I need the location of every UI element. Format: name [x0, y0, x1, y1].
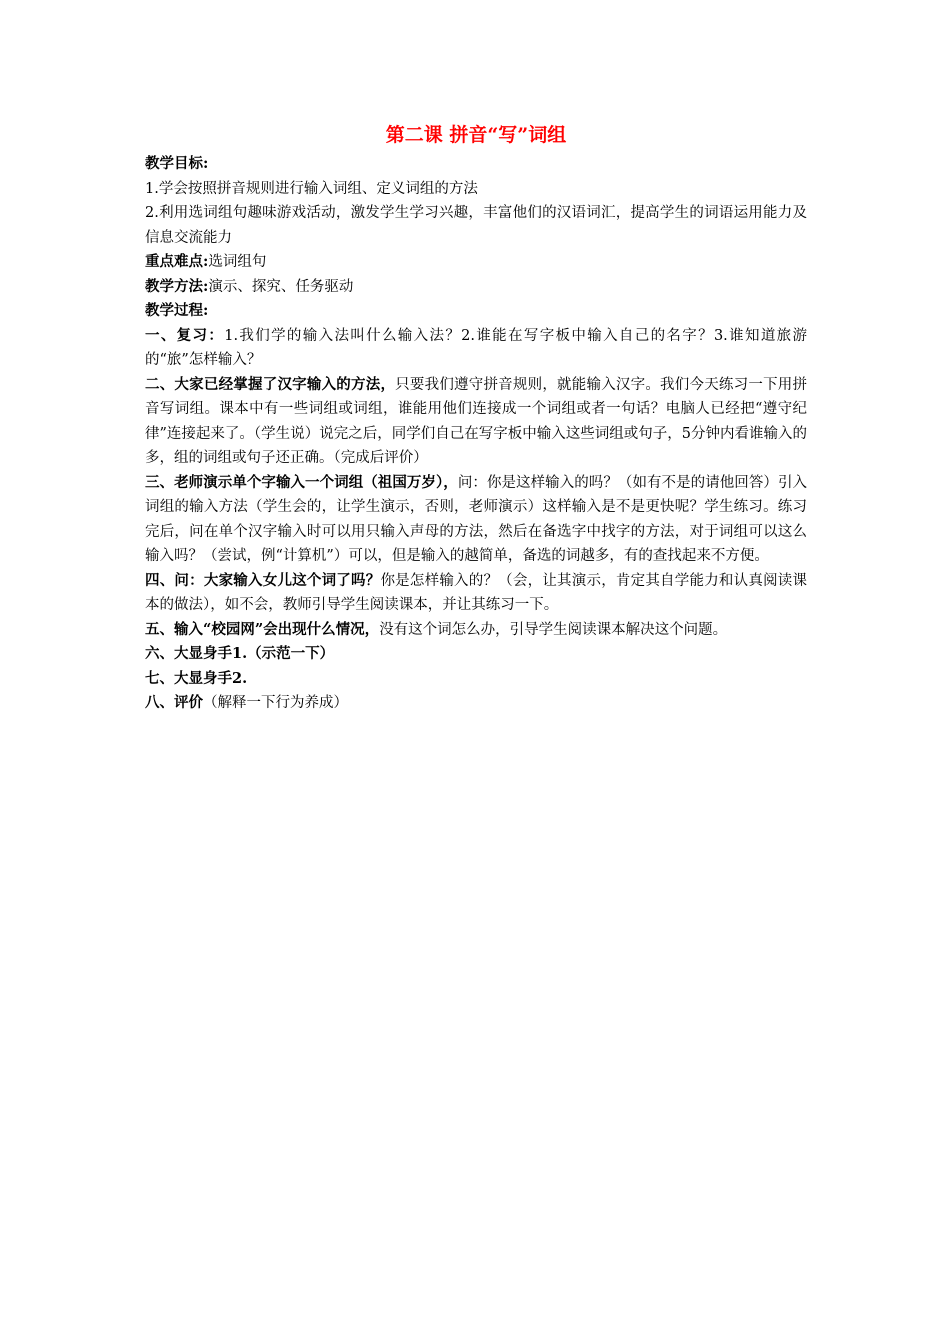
- methods-label: 教学方法:: [145, 277, 209, 295]
- key-points-line: [145, 250, 807, 275]
- step-text: （解释一下行为养成）: [203, 695, 348, 711]
- process-step-5: [145, 618, 807, 643]
- step-heading: 二、大家已经掌握了汉字输入的方法，: [145, 375, 396, 393]
- document-title: 第二课 拼音“写”词组: [385, 124, 567, 146]
- step-text: 只要我们遵守拼音规则，就能输入汉字。我们今天练习一下用拼音写词组。课本中有一些词组或词组，谁能用他们连接成一个词组或者一句话？电脑人已经把“遵守纪律”连接起来了。（学生说）说完之后，同学们自己在写字板中输入这些词组或句子，5分钟内看谁输入的多，组的词组或句子还正确。（完成后评价）: [145, 376, 807, 466]
- step-heading: 七、大显身手2.: [145, 669, 248, 687]
- document-page: [145, 120, 807, 716]
- key-points-label: 重点难点:: [145, 253, 209, 270]
- process-step-2: [145, 373, 807, 471]
- objectives-heading: 教学目标:: [145, 155, 209, 172]
- step-heading: 八、评价: [145, 694, 203, 711]
- step-text: 没有这个词怎么办，引导学生阅读课本解决这个问题。: [379, 621, 728, 638]
- step-text: 你是怎样输入的？（会，让其演示，肯定其自学能力和认真阅读课本的做法），如不会，教师引导学生阅读课本，并让其练习一下。: [145, 572, 807, 613]
- methods-text: 演示、探究、任务驱动: [208, 278, 354, 295]
- step-heading: 三、老师演示单个字输入一个词组（祖国万岁），: [145, 473, 458, 491]
- process-step-3: [145, 471, 807, 569]
- step-heading: 四、问：大家输入女儿这个词了吗？: [145, 571, 381, 589]
- key-points-text: 选词组句: [208, 254, 267, 270]
- objective-item-2: 2.利用选词组句趣味游戏活动，激发学生学习兴趣，丰富他们的汉语词汇，提高学生的词语运用能力及信息交流能力: [145, 205, 807, 246]
- process-step-4: [145, 569, 807, 618]
- step-heading: 六、大显身手1.（示范一下）: [145, 645, 335, 662]
- process-step-6: [145, 642, 807, 667]
- step-text: 1.我们学的输入法叫什么输入法？2.谁能在写字板中输入自己的名字？3.谁知道旅游的“旅”怎样输入？: [145, 327, 807, 368]
- objective-item-1: 1.学会按照拼音规则进行输入词组、定义词组的方法: [145, 180, 478, 197]
- step-heading: 一、复习：: [145, 326, 225, 344]
- step-heading: 五、输入“校园网”会出现什么情况，: [145, 620, 380, 638]
- process-step-7: [145, 667, 807, 692]
- process-heading: 教学过程:: [145, 302, 209, 319]
- step-text: 问：你是这样输入的吗？（如有不是的请他回答）引入词组的输入方法（学生会的，让学生演示，否则，老师演示）这样输入是不是更快呢？学生练习。练习完后，问在单个汉字输入时可以用只输入声母的方法，然后在备选字中找字的方法，对于词组可以这么输入吗？（尝试，例“计算机”）可以，但是输入的越简单，备选的词越多，有的查找起来不方便。: [145, 474, 808, 564]
- process-step-1: [145, 324, 807, 373]
- methods-line: [145, 275, 807, 300]
- process-step-8: [145, 691, 807, 716]
